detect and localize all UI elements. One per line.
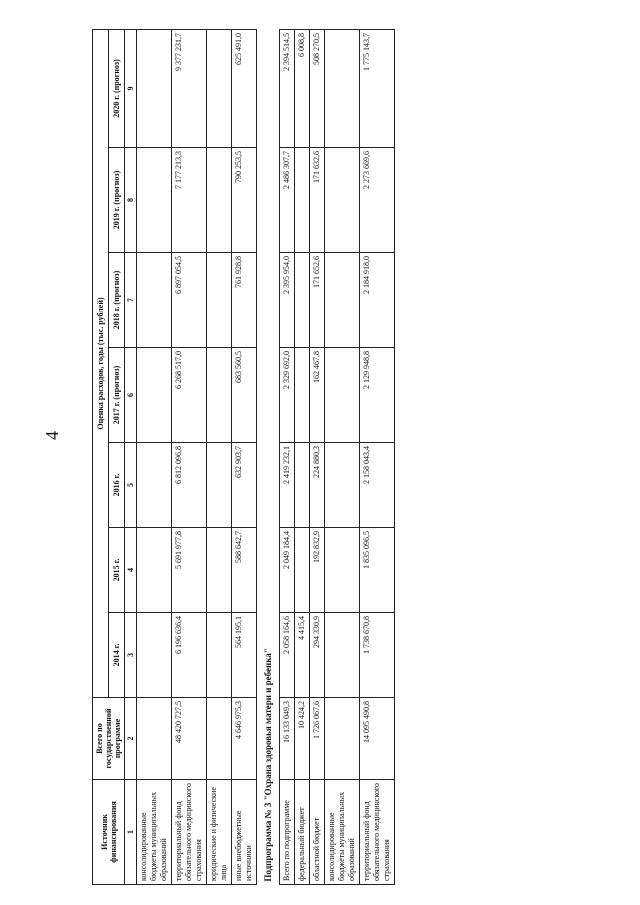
- row-value: 162 467,8: [310, 348, 325, 443]
- row-value: 171 632,6: [310, 148, 325, 253]
- row-value: 2 419 232,1: [280, 443, 295, 528]
- row-value: 10 424,2: [295, 698, 310, 780]
- row-value: [207, 348, 232, 443]
- table-row: [360, 29, 395, 884]
- row-value: 2 058 164,6: [280, 613, 295, 698]
- row-value: 5 691 977,8: [172, 528, 207, 613]
- budget-table: [92, 29, 395, 885]
- column-number: 8: [125, 148, 137, 253]
- row-value: 2 486 307,7: [280, 148, 295, 253]
- row-value: [137, 348, 172, 443]
- row-value: 16 133 049,3: [280, 698, 295, 780]
- page-number: 4: [42, 431, 62, 440]
- row-value: [207, 148, 232, 253]
- header-row-1: [93, 29, 109, 884]
- header-year: 2016 г.: [109, 443, 125, 528]
- row-value: [295, 443, 310, 528]
- row-source: федеральный бюджет: [295, 780, 310, 885]
- row-value: 1 775 143,7: [360, 29, 395, 147]
- row-value: 14 095 490,8: [360, 698, 395, 780]
- table-row: [280, 29, 295, 884]
- row-value: [137, 443, 172, 528]
- row-value: 6 008,8: [295, 29, 310, 147]
- row-value: [325, 253, 360, 348]
- row-value: 192 832,9: [310, 528, 325, 613]
- column-number: 9: [125, 29, 137, 147]
- row-value: [207, 698, 232, 780]
- row-value: 224 880,3: [310, 443, 325, 528]
- row-value: [295, 253, 310, 348]
- row-source: иные внебюджетные источники: [232, 780, 257, 885]
- row-value: 1 738 670,8: [360, 613, 395, 698]
- row-source: консолидированные бюджеты муниципальных образований: [325, 780, 360, 885]
- column-number: 5: [125, 443, 137, 528]
- subprogram-title: Подпрограмма № 3 "Охрана здоровья матери и ребенка": [257, 29, 280, 884]
- row-value: [325, 698, 360, 780]
- row-value: [137, 253, 172, 348]
- row-source: территориальный фонд обязательного медицинского страхования: [172, 780, 207, 885]
- row-value: [207, 253, 232, 348]
- row-value: [325, 348, 360, 443]
- row-value: [295, 348, 310, 443]
- row-value: 2 329 692,0: [280, 348, 295, 443]
- table-row: [137, 29, 172, 884]
- column-number: 6: [125, 348, 137, 443]
- row-value: [137, 528, 172, 613]
- row-source: юридические и физические лица: [207, 780, 232, 885]
- row-value: [207, 528, 232, 613]
- row-value: 48 420 727,5: [172, 698, 207, 780]
- row-value: 625 491,0: [232, 29, 257, 147]
- row-value: 683 560,5: [232, 348, 257, 443]
- row-value: 1 726 067,6: [310, 698, 325, 780]
- table-row: [232, 29, 257, 884]
- row-value: 564 195,1: [232, 613, 257, 698]
- table-body-after: [280, 29, 395, 884]
- row-value: 4 646 975,3: [232, 698, 257, 780]
- row-value: 588 642,7: [232, 528, 257, 613]
- column-number: 7: [125, 253, 137, 348]
- column-number: 1: [125, 780, 137, 885]
- header-year: 2017 г. (прогноз): [109, 348, 125, 443]
- row-value: 6 268 517,0: [172, 348, 207, 443]
- row-value: [137, 613, 172, 698]
- row-value: [137, 148, 172, 253]
- row-value: [207, 613, 232, 698]
- row-source: территориальный фонд обязательного медицинского страхования: [360, 780, 395, 885]
- row-value: 7 177 213,3: [172, 148, 207, 253]
- table-row: [310, 29, 325, 884]
- row-value: 2 129 948,8: [360, 348, 395, 443]
- row-value: 4 415,4: [295, 613, 310, 698]
- row-source: областной бюджет: [310, 780, 325, 885]
- row-value: 790 253,5: [232, 148, 257, 253]
- header-year: 2014 г.: [109, 613, 125, 698]
- row-value: 2 273 669,6: [360, 148, 395, 253]
- row-value: 6 897 054,5: [172, 253, 207, 348]
- header-total: Всего по государственной программе: [93, 698, 125, 780]
- subprogram-row: [257, 29, 280, 884]
- row-value: [137, 698, 172, 780]
- row-value: 2 184 918,0: [360, 253, 395, 348]
- row-value: [325, 148, 360, 253]
- header-year: 2020 г. (прогноз): [109, 29, 125, 147]
- header-year: 2015 г.: [109, 528, 125, 613]
- column-number: 4: [125, 528, 137, 613]
- row-value: 2 158 043,4: [360, 443, 395, 528]
- column-number: 3: [125, 613, 137, 698]
- row-value: [295, 528, 310, 613]
- row-source: Всего по подпрограмме: [280, 780, 295, 885]
- row-value: 9 377 231,7: [172, 29, 207, 147]
- row-value: 508 270,5: [310, 29, 325, 147]
- row-value: [325, 443, 360, 528]
- header-source: Источник финансирования: [93, 780, 125, 885]
- row-value: 761 928,8: [232, 253, 257, 348]
- row-value: 2 394 514,5: [280, 29, 295, 147]
- row-value: [325, 613, 360, 698]
- row-value: 1 835 096,5: [360, 528, 395, 613]
- table-row: [295, 29, 310, 884]
- row-value: 632 903,7: [232, 443, 257, 528]
- row-value: [137, 29, 172, 147]
- row-value: 6 196 636,4: [172, 613, 207, 698]
- table-row: [207, 29, 232, 884]
- header-estimate: Оценка расходов, годы (тыс. рублей): [93, 29, 109, 697]
- row-source: консолидированные бюджеты муниципальных образований: [137, 780, 172, 885]
- table-row: [325, 29, 360, 884]
- row-value: 6 812 096,8: [172, 443, 207, 528]
- column-number: 2: [125, 698, 137, 780]
- row-value: 294 330,9: [310, 613, 325, 698]
- table-body-before: [137, 29, 257, 884]
- header-year: 2018 г. (прогноз): [109, 253, 125, 348]
- table-row: [172, 29, 207, 884]
- row-value: 2 395 954,0: [280, 253, 295, 348]
- row-value: [295, 148, 310, 253]
- row-value: [207, 29, 232, 147]
- row-value: [325, 528, 360, 613]
- header-year: 2019 г. (прогноз): [109, 148, 125, 253]
- row-value: [325, 29, 360, 147]
- budget-table-container: [92, 30, 552, 885]
- row-value: 171 652,6: [310, 253, 325, 348]
- row-value: [207, 443, 232, 528]
- column-number-row: [125, 29, 137, 884]
- row-value: 2 049 184,4: [280, 528, 295, 613]
